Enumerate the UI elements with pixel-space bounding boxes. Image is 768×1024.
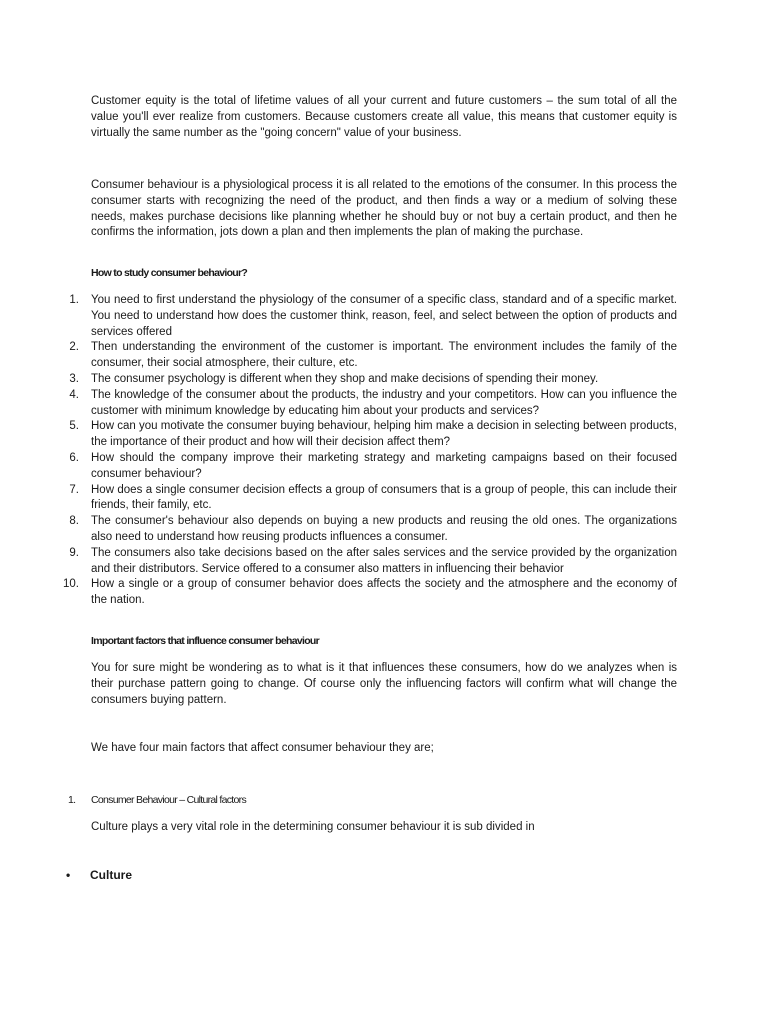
list-item-number: 4. bbox=[69, 388, 79, 401]
study-list bbox=[0, 293, 768, 609]
list-item-number: 10. bbox=[63, 578, 79, 591]
list-item-text: You need to first understand the physiology of the consumer of a specific class, standard and of a specific market. You need to understand how does the customer think, reason, feel, and select between the option of products and services offered bbox=[91, 294, 677, 338]
section-number: 1. bbox=[68, 794, 76, 806]
list-item bbox=[0, 483, 677, 515]
list-item bbox=[0, 340, 677, 372]
section-heading-cultural-factors bbox=[68, 793, 246, 809]
list-item-text: How does a single consumer decision effects a group of consumers that is a group of people, this can include their friends, their family, etc. bbox=[91, 483, 677, 512]
list-item bbox=[0, 419, 677, 451]
heading-important-factors: Important factors that influence consumer behaviour bbox=[91, 635, 320, 647]
list-item-text: The knowledge of the consumer about the products, the industry and your competitors. How can you influence the customer with minimum knowledge by educating him about your products and services? bbox=[91, 388, 677, 417]
list-item bbox=[0, 372, 677, 388]
paragraph-consumer-behaviour: Consumer behaviour is a physiological process it is all related to the emotions of the consumer. In this process the consumer starts with recognizing the need of the product, and then finds a way or a medium of solving these needs, makes purchase decisions like planning whether he should buy or not buy a certain product, and then he confirms the information, jots down a plan and then implements the plan of making the purchase. bbox=[91, 179, 677, 239]
list-item-number: 7. bbox=[69, 483, 79, 496]
list-item-text: How a single or a group of consumer behavior does affects the society and the atmosphere and the economy of the nation. bbox=[91, 578, 677, 607]
list-item-number: 5. bbox=[69, 420, 79, 433]
list-item bbox=[0, 546, 677, 578]
list-item-text: Then understanding the environment of the customer is important. The environment includes the family of the consumer, their social atmosphere, their culture, etc. bbox=[91, 341, 677, 370]
bullet-item-culture bbox=[66, 868, 132, 884]
list-item-text: The consumer's behaviour also depends on buying a new products and reusing the old ones. The organizations also need to understand how reusing products influences a consumer. bbox=[91, 515, 677, 543]
list-item-number: 3. bbox=[69, 372, 79, 385]
list-item-text: The consumers also take decisions based on the after sales services and the service provided by the organization and their distributors. Service offered to a consumer also matters in influencing their behavior bbox=[91, 546, 677, 575]
list-item bbox=[0, 514, 677, 546]
bullet-label: Culture bbox=[90, 868, 132, 882]
list-item-text: The consumer psychology is different when they shop and make decisions of spending their money. bbox=[91, 372, 599, 385]
bullet-icon: • bbox=[66, 868, 71, 882]
heading-how-to-study: How to study consumer behaviour? bbox=[91, 267, 248, 279]
list-item-number: 2. bbox=[69, 341, 79, 354]
list-item-number: 6. bbox=[69, 451, 79, 464]
list-item-text: How can you motivate the consumer buying behaviour, helping him make a decision in selecting between products, the importance of their product and how will their decision affect them? bbox=[91, 420, 677, 449]
list-item bbox=[0, 577, 677, 609]
paragraph-customer-equity: Customer equity is the total of lifetime values of all your current and future customers – the sum total of all the value you'll ever realize from customers. Because customers create all value, this means that customer equity is virtually the same number as the "going concern" value of your business. bbox=[91, 95, 677, 139]
list-item bbox=[0, 293, 677, 340]
list-item bbox=[0, 388, 677, 420]
list-item-number: 9. bbox=[69, 546, 79, 559]
paragraph-influence-intro: You for sure might be wondering as to what is it that influences these consumers, how do we analyzes when is their purchase pattern going to change. Of course only the influencing factors will confirm what will change the consumers buying pattern. bbox=[91, 662, 677, 706]
list-item bbox=[0, 451, 677, 483]
paragraph-culture-intro: Culture plays a very vital role in the determining consumer behaviour it is sub divided in bbox=[91, 821, 535, 833]
list-item-number: 1. bbox=[69, 294, 79, 306]
paragraph-four-factors: We have four main factors that affect consumer behaviour they are; bbox=[91, 742, 434, 754]
list-item-text: How should the company improve their marketing strategy and marketing campaigns based on their focused consumer behaviour? bbox=[91, 451, 677, 480]
list-item-number: 8. bbox=[69, 515, 79, 528]
section-title: Consumer Behaviour – Cultural factors bbox=[91, 794, 247, 806]
